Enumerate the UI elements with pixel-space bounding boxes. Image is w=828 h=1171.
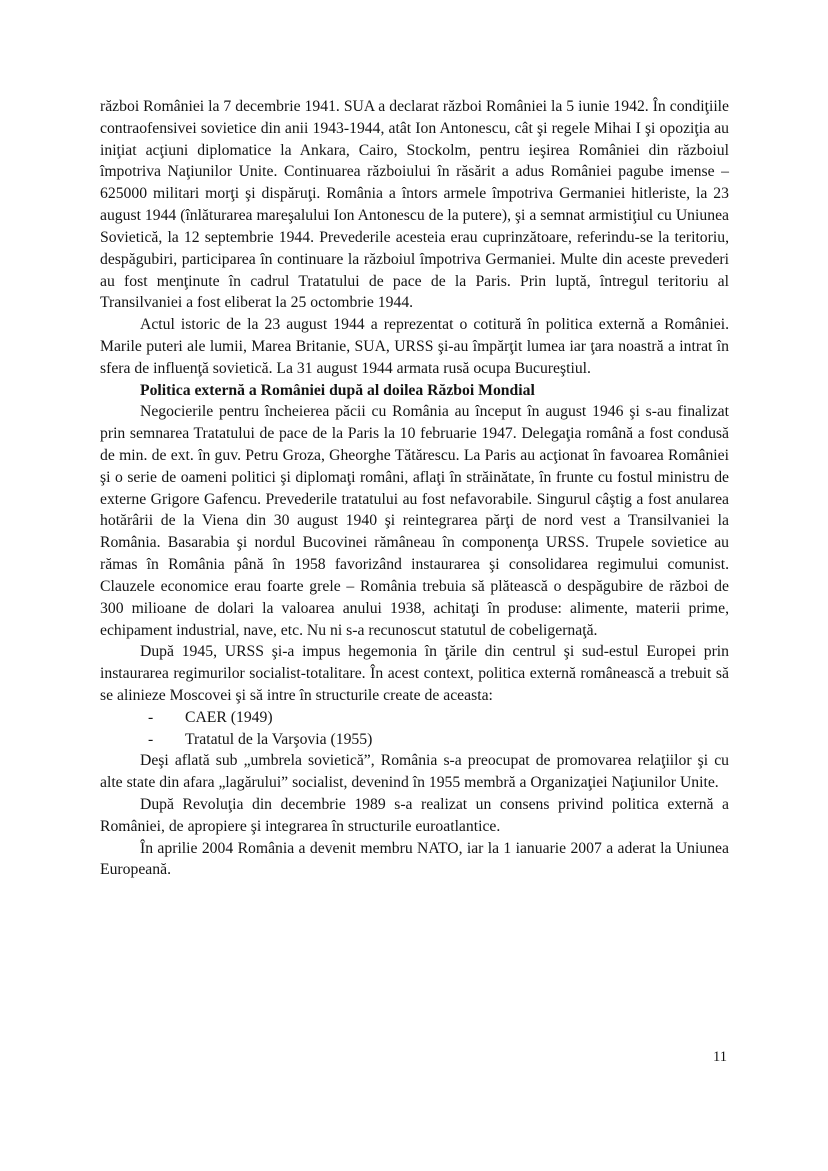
list-item — [100, 707, 729, 729]
list-item-label: Tratatul de la Varşovia (1955) — [185, 730, 373, 748]
paragraph-23-august-1944: Actul istoric de la 23 august 1944 a reprezentat o cotitură în politica externă a României. Marile puteri ale lumii, Marea Britanie, SUA, URSS şi-au împărţit lumea iar ţara noastră a intrat în sfera de influenţă sovietică. La 31 august 1944 armata rusă ocupa Bucureştiul. — [100, 316, 729, 377]
paragraph-paris-peace-treaty: Negocierile pentru încheierea păcii cu România au început în august 1946 şi s-au finalizat prin semnarea Tratatului de pace de la Paris la 10 februarie 1947. Delegaţia română a fost condusă de min. de ext. în guv. Petru Groza, Gheorghe Tătărescu. La Paris au acţionat în favoarea României şi o serie de oameni politici şi diplomaţi români, aflaţi în străinătate, în frunte cu fostul ministru de externe Grigore Gafencu. Prevederile tratatului au fost nefavorabile. Singurul câştig a fost anularea hotărârii de la Viena din 30 august 1940 şi reintegrarea părţi de nord vest a Transilvaniei la România. Basarabia şi nordul Bucovinei rămâneau în componenţa URSS. Trupele sovietice au rămas în România până în 1958 favorizând instaurarea şi consolidarea regimului comunist. Clauzele economice erau foarte grele – România trebuia să plătească o despăgubire de război de 300 milioane de dolari la valoarea anului 1938, achitaţi în produse: alimente, materii prime, echipament industrial, nave, etc. Nu ni s-a recunoscut statutul de cobeligernaţă. — [100, 403, 729, 639]
list-bullet: - — [148, 708, 154, 726]
paragraph-war-continuation: război României la 7 decembrie 1941. SUA a declarat război României la 5 iunie 1942. În condiţiile contraofensivei sovietice din anii 1943-1944, atât Ion Antonescu, cât şi regele Mihai I şi opoziţia au iniţiat acţiuni diplomatice la Ankara, Cairo, Stockolm, pentru ieşirea României din războiul împotriva Naţiunilor Unite. Continuarea războiului în răsărit a adus României pagube imense – 625000 militari morţi şi dispăruţi. România a întors armele împotriva Germaniei hitleriste, la 23 august 1944 (înlăturarea mareşalului Ion Antonescu de la putere), şi a semnat armistiţiul cu Uniunea Sovietică, la 12 septembrie 1944. Prevederile acesteia erau cuprinzătoare, referindu-se la teritoriu, despăgubiri, participarea în continuare la războiul împotriva Germaniei. Multe din aceste prevederi au fost menţinute în cadrul Tratatului de pace de la Paris. Prin luptă, întregul teritoriu al Transilvaniei a fost eliberat la 25 octombrie 1944. — [100, 98, 729, 312]
list-item — [100, 729, 729, 751]
section-heading: Politica externă a României după al doilea Război Mondial — [140, 381, 535, 399]
soviet-structures-list — [100, 707, 729, 751]
page-number: 11 — [713, 1048, 727, 1065]
list-bullet: - — [148, 730, 154, 748]
paragraph-1989-revolution: După Revoluţia din decembrie 1989 s-a realizat un consens privind politica externă a României, de apropiere şi integrarea în structurile euroatlantice. — [100, 796, 729, 835]
paragraph-ussr-hegemony: După 1945, URSS şi-a impus hegemonia în ţările din centrul şi sud-estul Europei prin instaurarea regimurilor socialist-totalitare. În acest context, politica externă românească a trebuit să se alinieze Moscovei şi să intre în structurile create de aceasta: — [100, 643, 729, 704]
list-item-label: CAER (1949) — [185, 708, 273, 726]
paragraph-soviet-umbrella: Deşi aflată sub „umbrela sovietică”, România s-a preocupat de promovarea relaţiilor şi cu alte state din afara „lagărului” socialist, devenind în 1955 membră a Organizaţiei Naţiunilor Unite. — [100, 752, 729, 792]
paragraph-nato-eu: În aprilie 2004 România a devenit membru NATO, iar la 1 ianuarie 2007 a aderat la Uniunea Europeană. — [100, 839, 729, 879]
